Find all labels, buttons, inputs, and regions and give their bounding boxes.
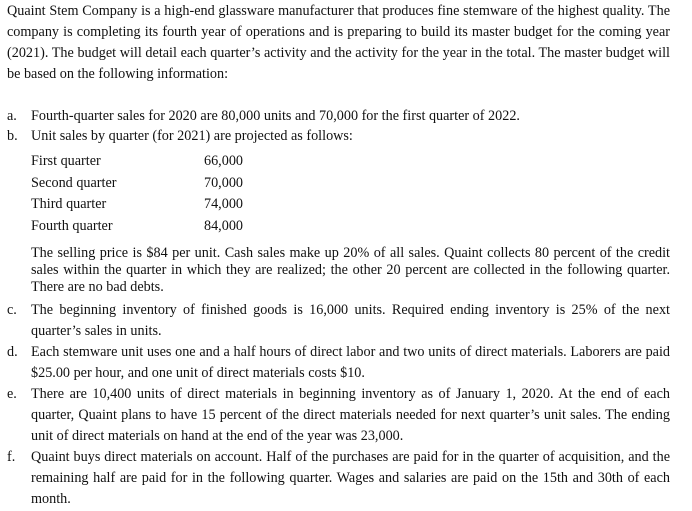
table-row (31, 173, 243, 195)
item-b (7, 126, 670, 147)
item-d (7, 342, 670, 384)
quarter-label: Third quarter (31, 196, 107, 212)
item-text: Fourth-quarter sales for 2020 are 80,000 units and 70,000 for the first quarter of 2022. (31, 108, 520, 124)
quarter-label: Fourth quarter (31, 217, 113, 234)
intro-paragraph: Quaint Stem Company is a high-end glassware manufacturer that produces fine stemware of the highest quality. The company is completing its fourth year of operations and is preparing to build its master budget for the coming year (2021). The budget will detail each quarter’s activity and the activity for the year in the total. The master budget will be based on the following information: (7, 3, 670, 82)
item-marker: d. (7, 344, 18, 360)
item-marker: e. (7, 386, 17, 402)
item-e (7, 384, 670, 447)
quarter-units: 66,000 (203, 153, 243, 169)
item-text: Unit sales by quarter (for 2021) are projected as follows: (31, 128, 353, 144)
item-text: Quaint buys direct materials on account. Half of the purchases are paid for in the quarter of acquisition, and the remaining half are paid for in the following quarter. Wages and salaries are paid on the 15th and 30th of each month. (31, 449, 670, 507)
quarter-units: 70,000 (203, 174, 243, 191)
item-f (7, 447, 670, 510)
table-row (31, 216, 243, 238)
table-row (31, 194, 243, 216)
unit-sales-table (31, 151, 243, 237)
item-text: There are 10,400 units of direct materials in beginning inventory as of January 1, 2020. At the end of each quarter, Quaint plans to have 15 percent of the direct materials needed for next quarter’s unit sales. The ending unit of direct materials on hand at the end of the year was 23,000. (31, 386, 670, 444)
table-row (31, 151, 243, 173)
item-text: Each stemware unit uses one and a half hours of direct labor and two units of direct materials. Laborers are paid $25.00 per hour, and one unit of direct materials costs $10. (31, 344, 670, 381)
item-a (7, 106, 670, 127)
item-marker: b. (7, 128, 18, 144)
quarter-units: 74,000 (203, 196, 243, 212)
item-marker: c. (7, 302, 17, 318)
item-c (7, 300, 670, 342)
item-marker: f. (7, 449, 16, 465)
quarter-label: Second quarter (31, 174, 117, 191)
quarter-label: First quarter (31, 153, 101, 169)
item-marker: a. (7, 108, 17, 124)
item-text: The beginning inventory of finished goods is 16,000 units. Required ending inventory is 25% of the next quarter’s sales in units. (31, 302, 670, 339)
quarter-units: 84,000 (203, 217, 243, 234)
selling-price-paragraph: The selling price is $84 per unit. Cash sales make up 20% of all sales. Quaint collects 80 percent of the credit sales within the quarter in which they are realized; the other 20 percent are collected in the following quarter. There are no bad debts. (31, 245, 670, 295)
